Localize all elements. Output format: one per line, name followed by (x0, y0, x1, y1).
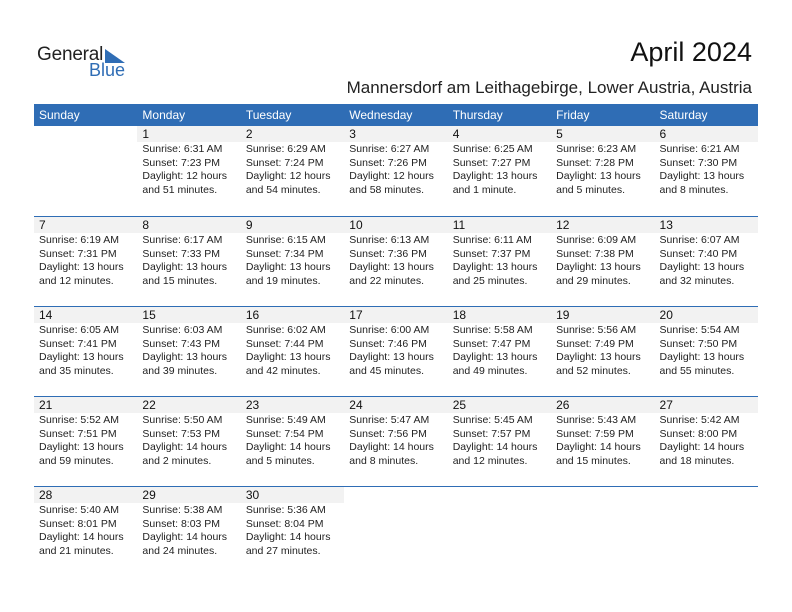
weekday-tuesday: Tuesday (245, 108, 292, 122)
daylight-text: Daylight: 13 hours (349, 261, 434, 273)
sunrise-text: Sunrise: 6:17 AM (142, 234, 223, 246)
week-row (34, 126, 758, 216)
day-info (34, 323, 137, 378)
day-cell (241, 126, 344, 216)
weekday-saturday: Saturday (659, 108, 708, 122)
day-number: 22 (137, 397, 240, 413)
empty-day-bar (448, 487, 551, 503)
day-info (344, 142, 447, 197)
day-cell (34, 397, 137, 486)
daylight-text: Daylight: 13 hours (452, 261, 538, 273)
sunset-text: Sunset: 7:53 PM (142, 427, 221, 440)
day-number: 8 (137, 217, 240, 233)
daylight-text: Daylight: 13 hours (39, 441, 124, 453)
daylight-text: Daylight: 13 hours (39, 351, 124, 363)
day-info (655, 323, 758, 378)
sunset-text: Sunset: 7:30 PM (659, 156, 738, 169)
sunset-text: Sunset: 7:46 PM (349, 337, 427, 350)
day-number: 29 (137, 487, 240, 503)
daylight-text: Daylight: 13 hours (556, 170, 641, 182)
day-number: 20 (655, 307, 758, 323)
daylight-text: Daylight: 14 hours (39, 531, 124, 543)
daylight-text: and 58 minutes. (349, 183, 424, 196)
day-number: 26 (551, 397, 654, 413)
sunset-text: Sunset: 7:51 PM (39, 427, 117, 440)
weekday-thursday: Thursday (452, 108, 503, 122)
day-number: 14 (34, 307, 137, 323)
day-info (137, 142, 240, 197)
day-number: 25 (448, 397, 551, 413)
day-number: 19 (551, 307, 654, 323)
daylight-text: Daylight: 13 hours (452, 351, 538, 363)
day-cell (241, 217, 344, 306)
daylight-text: and 59 minutes. (39, 454, 114, 467)
week-row (34, 216, 758, 306)
daylight-text: and 54 minutes. (245, 183, 321, 196)
day-cell (137, 307, 240, 396)
day-info (241, 142, 344, 197)
sunset-text: Sunset: 7:49 PM (556, 337, 634, 350)
daylight-text: and 42 minutes. (245, 364, 321, 377)
daylight-text: and 25 minutes. (452, 274, 528, 287)
daylight-text: and 55 minutes. (659, 364, 735, 377)
daylight-text: Daylight: 13 hours (245, 261, 331, 273)
day-info (344, 233, 447, 288)
day-info (551, 413, 654, 468)
sunrise-text: Sunrise: 6:11 AM (452, 234, 532, 246)
sunrise-text: Sunrise: 5:43 AM (556, 414, 637, 426)
day-info (137, 503, 240, 558)
daylight-text: Daylight: 14 hours (245, 441, 331, 453)
daylight-text: and 15 minutes. (556, 454, 631, 467)
weekday-sunday: Sunday (39, 108, 80, 122)
sunset-text: Sunset: 8:04 PM (245, 517, 324, 530)
day-number: 21 (34, 397, 137, 413)
day-cell (448, 126, 551, 216)
day-number: 18 (448, 307, 551, 323)
empty-day-cell (655, 487, 758, 576)
sunrise-text: Sunrise: 6:03 AM (142, 324, 223, 336)
empty-day-bar (344, 487, 447, 503)
sunrise-text: Sunrise: 6:29 AM (245, 143, 326, 155)
sunset-text: Sunset: 7:33 PM (142, 247, 221, 260)
sunset-text: Sunset: 7:54 PM (245, 427, 324, 440)
week-row (34, 486, 758, 576)
daylight-text: Daylight: 12 hours (142, 170, 228, 182)
sunset-text: Sunset: 8:03 PM (142, 517, 221, 530)
sunrise-text: Sunrise: 6:31 AM (142, 143, 223, 155)
daylight-text: and 19 minutes. (245, 274, 321, 287)
daylight-text: Daylight: 13 hours (659, 170, 745, 182)
weekday-header (34, 104, 758, 126)
sunset-text: Sunset: 7:44 PM (245, 337, 324, 350)
empty-day-cell (34, 126, 137, 216)
day-number: 4 (448, 126, 551, 142)
sunrise-text: Sunrise: 6:15 AM (245, 234, 326, 246)
sunset-text: Sunset: 7:37 PM (452, 247, 531, 260)
daylight-text: and 12 minutes. (452, 454, 528, 467)
daylight-text: Daylight: 12 hours (245, 170, 331, 182)
day-cell (655, 217, 758, 306)
day-cell (137, 397, 240, 486)
sunrise-text: Sunrise: 6:00 AM (349, 324, 430, 336)
week-row (34, 396, 758, 486)
daylight-text: and 21 minutes. (39, 544, 114, 557)
day-info (448, 142, 551, 197)
day-number: 6 (655, 126, 758, 142)
daylight-text: and 27 minutes. (245, 544, 321, 557)
sunrise-text: Sunrise: 5:50 AM (142, 414, 223, 426)
day-info (241, 503, 344, 558)
day-cell (241, 307, 344, 396)
day-number: 10 (344, 217, 447, 233)
empty-day-cell (344, 487, 447, 576)
daylight-text: Daylight: 13 hours (39, 261, 124, 273)
sunrise-text: Sunrise: 5:58 AM (452, 324, 533, 336)
day-number: 23 (241, 397, 344, 413)
day-cell (344, 397, 447, 486)
sunset-text: Sunset: 7:36 PM (349, 247, 427, 260)
daylight-text: and 15 minutes. (142, 274, 218, 287)
day-cell (137, 217, 240, 306)
sunrise-text: Sunrise: 5:45 AM (452, 414, 533, 426)
sunset-text: Sunset: 7:27 PM (452, 156, 531, 169)
daylight-text: and 5 minutes. (245, 454, 315, 467)
sunrise-text: Sunrise: 5:52 AM (39, 414, 119, 426)
day-info (655, 233, 758, 288)
logo-word-blue: Blue (89, 60, 126, 80)
sunset-text: Sunset: 7:57 PM (452, 427, 531, 440)
sunset-text: Sunset: 8:01 PM (39, 517, 117, 530)
empty-day-bar (551, 487, 654, 503)
day-number: 1 (137, 126, 240, 142)
sunset-text: Sunset: 8:00 PM (659, 427, 738, 440)
empty-day-bar (655, 487, 758, 503)
sunrise-text: Sunrise: 5:54 AM (659, 324, 740, 336)
daylight-text: Daylight: 13 hours (349, 351, 434, 363)
day-info (137, 323, 240, 378)
day-info (137, 233, 240, 288)
daylight-text: Daylight: 13 hours (556, 351, 641, 363)
daylight-text: and 8 minutes. (659, 183, 729, 196)
week-row (34, 306, 758, 396)
daylight-text: Daylight: 13 hours (245, 351, 331, 363)
day-info (448, 413, 551, 468)
sunrise-text: Sunrise: 5:40 AM (39, 504, 119, 516)
day-cell (448, 217, 551, 306)
day-info (655, 413, 758, 468)
daylight-text: and 45 minutes. (349, 364, 424, 377)
day-cell (241, 487, 344, 576)
daylight-text: Daylight: 13 hours (142, 261, 228, 273)
sunset-text: Sunset: 7:43 PM (142, 337, 221, 350)
day-cell (34, 307, 137, 396)
sunrise-text: Sunrise: 5:42 AM (659, 414, 740, 426)
day-number: 24 (344, 397, 447, 413)
sunrise-text: Sunrise: 5:49 AM (245, 414, 326, 426)
sunset-text: Sunset: 7:47 PM (452, 337, 531, 350)
daylight-text: and 2 minutes. (142, 454, 212, 467)
day-info (34, 503, 137, 558)
empty-day-cell (448, 487, 551, 576)
sunset-text: Sunset: 7:34 PM (245, 247, 324, 260)
sunrise-text: Sunrise: 5:36 AM (245, 504, 326, 516)
day-info (448, 233, 551, 288)
day-info (241, 323, 344, 378)
sunset-text: Sunset: 7:41 PM (39, 337, 117, 350)
daylight-text: Daylight: 13 hours (142, 351, 228, 363)
sunset-text: Sunset: 7:24 PM (245, 156, 324, 169)
day-number: 5 (551, 126, 654, 142)
sunrise-text: Sunrise: 6:27 AM (349, 143, 430, 155)
daylight-text: Daylight: 14 hours (349, 441, 434, 453)
daylight-text: and 35 minutes. (39, 364, 114, 377)
day-info (137, 413, 240, 468)
sunset-text: Sunset: 7:59 PM (556, 427, 634, 440)
day-number: 12 (551, 217, 654, 233)
day-number: 30 (241, 487, 344, 503)
sunrise-text: Sunrise: 6:02 AM (245, 324, 326, 336)
sunrise-text: Sunrise: 6:25 AM (452, 143, 533, 155)
sunset-text: Sunset: 7:56 PM (349, 427, 427, 440)
day-cell (344, 126, 447, 216)
daylight-text: and 52 minutes. (556, 364, 631, 377)
day-number: 17 (344, 307, 447, 323)
day-cell (137, 487, 240, 576)
day-info (34, 413, 137, 468)
day-number: 2 (241, 126, 344, 142)
daylight-text: and 51 minutes. (142, 183, 218, 196)
day-number: 27 (655, 397, 758, 413)
daylight-text: Daylight: 14 hours (245, 531, 331, 543)
sunrise-text: Sunrise: 6:19 AM (39, 234, 119, 246)
sunrise-text: Sunrise: 6:21 AM (659, 143, 740, 155)
day-number: 28 (34, 487, 137, 503)
day-cell (448, 307, 551, 396)
sunset-text: Sunset: 7:50 PM (659, 337, 738, 350)
sunset-text: Sunset: 7:31 PM (39, 247, 117, 260)
sunrise-text: Sunrise: 5:47 AM (349, 414, 430, 426)
sunrise-text: Sunrise: 6:23 AM (556, 143, 637, 155)
day-cell (551, 397, 654, 486)
daylight-text: and 1 minute. (452, 183, 517, 196)
daylight-text: and 29 minutes. (556, 274, 631, 287)
day-info (241, 413, 344, 468)
sunrise-text: Sunrise: 5:38 AM (142, 504, 223, 516)
day-number: 7 (34, 217, 137, 233)
daylight-text: Daylight: 14 hours (452, 441, 538, 453)
day-cell (551, 307, 654, 396)
daylight-text: Daylight: 14 hours (556, 441, 641, 453)
day-info (655, 142, 758, 197)
daylight-text: and 5 minutes. (556, 183, 625, 196)
calendar-grid (34, 126, 758, 576)
logo (37, 44, 137, 80)
sunrise-text: Sunrise: 6:13 AM (349, 234, 430, 246)
daylight-text: Daylight: 13 hours (659, 261, 745, 273)
sunset-text: Sunset: 7:38 PM (556, 247, 634, 260)
sunrise-text: Sunrise: 6:07 AM (659, 234, 740, 246)
day-number: 9 (241, 217, 344, 233)
day-cell (344, 217, 447, 306)
day-cell (655, 307, 758, 396)
weekday-wednesday: Wednesday (349, 108, 413, 122)
daylight-text: and 18 minutes. (659, 454, 735, 467)
day-number: 13 (655, 217, 758, 233)
daylight-text: and 8 minutes. (349, 454, 419, 467)
day-cell (344, 307, 447, 396)
sunset-text: Sunset: 7:23 PM (142, 156, 221, 169)
daylight-text: and 32 minutes. (659, 274, 735, 287)
day-info (34, 233, 137, 288)
day-cell (655, 397, 758, 486)
daylight-text: and 39 minutes. (142, 364, 218, 377)
logo-word-general: General (37, 44, 104, 65)
day-info (344, 413, 447, 468)
day-info (551, 233, 654, 288)
day-cell (551, 217, 654, 306)
sunset-text: Sunset: 7:40 PM (659, 247, 738, 260)
daylight-text: Daylight: 13 hours (556, 261, 641, 273)
day-info (448, 323, 551, 378)
daylight-text: Daylight: 14 hours (142, 531, 228, 543)
location-subtitle: Mannersdorf am Leithagebirge, Lower Austria, Austria (346, 78, 752, 97)
day-cell (34, 487, 137, 576)
day-cell (137, 126, 240, 216)
daylight-text: and 12 minutes. (39, 274, 114, 287)
day-info (241, 233, 344, 288)
sunrise-text: Sunrise: 6:05 AM (39, 324, 119, 336)
day-number: 3 (344, 126, 447, 142)
sunset-text: Sunset: 7:28 PM (556, 156, 634, 169)
day-number: 16 (241, 307, 344, 323)
weekday-monday: Monday (142, 108, 186, 122)
daylight-text: Daylight: 14 hours (142, 441, 228, 453)
empty-day-cell (551, 487, 654, 576)
sunrise-text: Sunrise: 5:56 AM (556, 324, 637, 336)
day-info (551, 142, 654, 197)
weekday-friday: Friday (556, 108, 590, 122)
day-cell (241, 397, 344, 486)
day-cell (551, 126, 654, 216)
sunset-text: Sunset: 7:26 PM (349, 156, 427, 169)
daylight-text: and 24 minutes. (142, 544, 218, 557)
sunrise-text: Sunrise: 6:09 AM (556, 234, 637, 246)
daylight-text: Daylight: 13 hours (659, 351, 745, 363)
day-info (344, 323, 447, 378)
daylight-text: and 22 minutes. (349, 274, 424, 287)
daylight-text: Daylight: 12 hours (349, 170, 434, 182)
day-cell (655, 126, 758, 216)
page-title: April 2024 (630, 37, 752, 67)
day-number: 15 (137, 307, 240, 323)
daylight-text: and 49 minutes. (452, 364, 528, 377)
day-number: 11 (448, 217, 551, 233)
daylight-text: Daylight: 14 hours (659, 441, 745, 453)
day-cell (448, 397, 551, 486)
daylight-text: Daylight: 13 hours (452, 170, 538, 182)
empty-day-bar (34, 126, 137, 142)
day-info (551, 323, 654, 378)
day-cell (34, 217, 137, 306)
